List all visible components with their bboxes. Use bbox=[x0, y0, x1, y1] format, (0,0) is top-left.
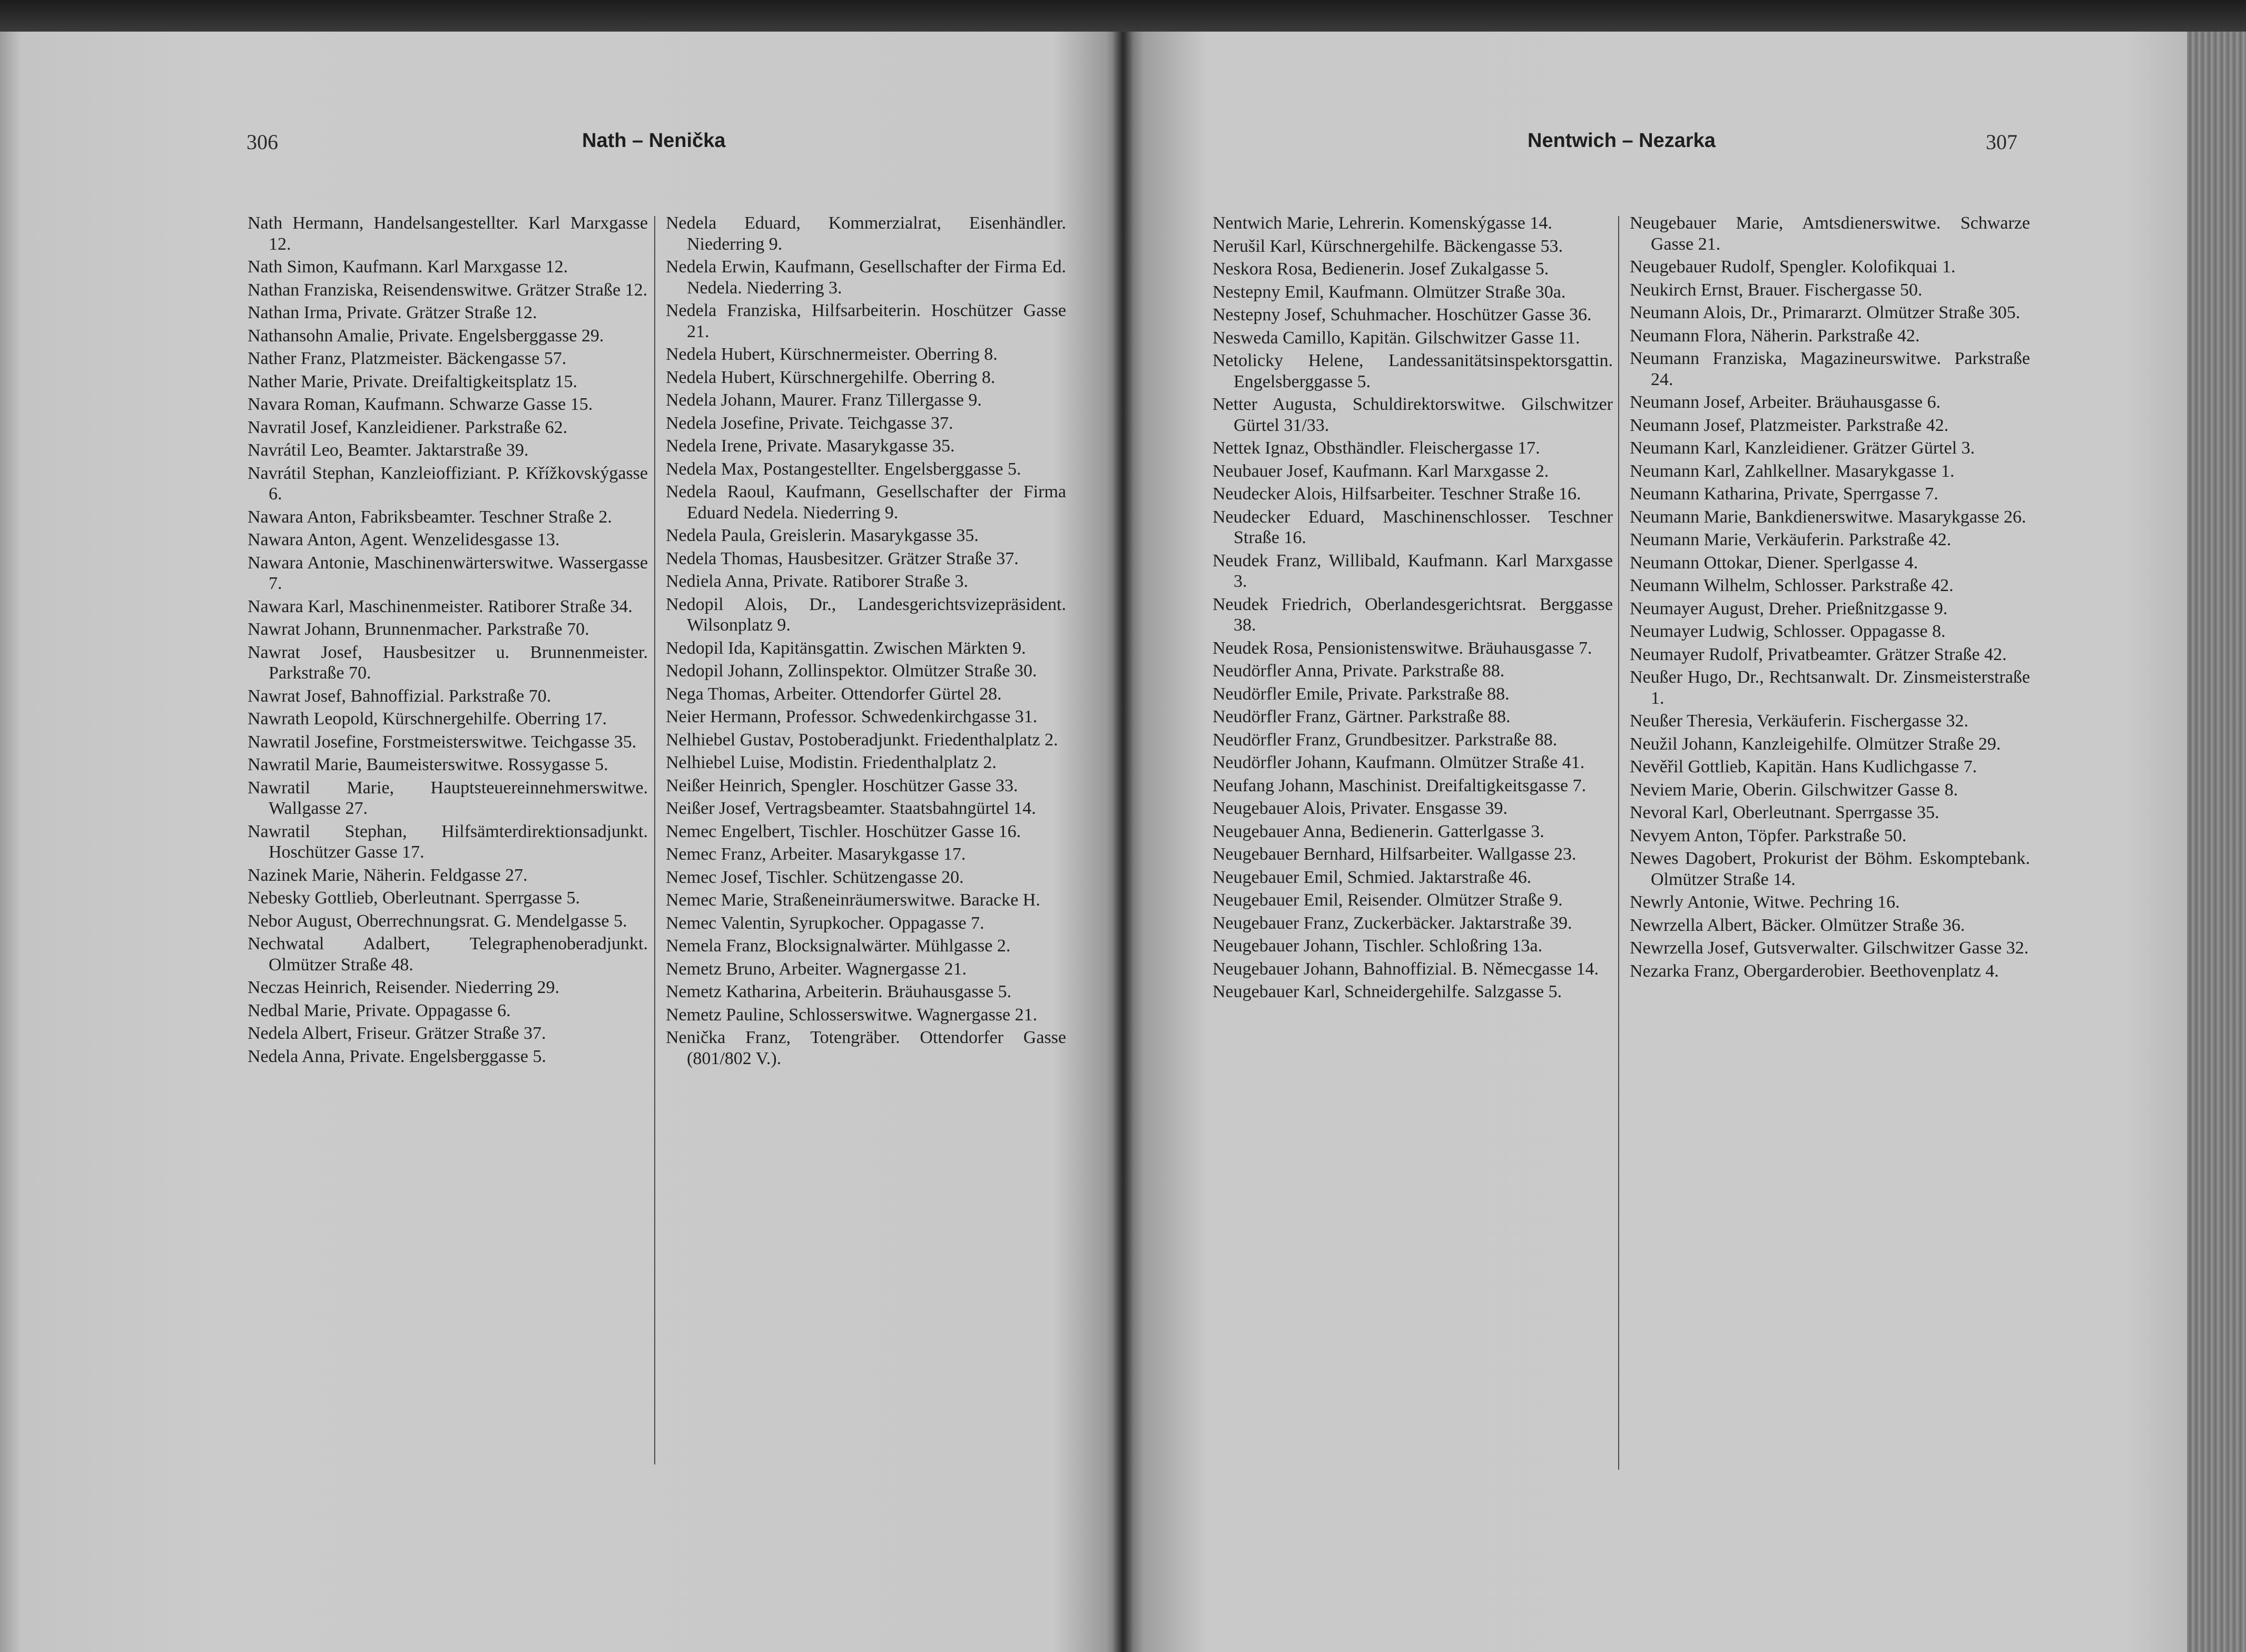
directory-entry: Neviem Marie, Oberin. Gilschwitzer Gasse 8. bbox=[1630, 780, 1958, 800]
directory-entry: Neumayer Rudolf, Privatbeamter. Grätzer Straße 42. bbox=[1630, 644, 2007, 664]
directory-entry: Nedela Albert, Friseur. Grätzer Straße 37. bbox=[248, 1024, 546, 1043]
directory-entry: Navara Roman, Kaufmann. Schwarze Gasse 15. bbox=[248, 395, 593, 414]
directory-entry: Neumann Karl, Kanzleidiener. Grätzer Gürtel 3. bbox=[1630, 438, 1975, 458]
directory-entry: Nawratil Josefine, Forstmeisterswitwe. Teichgasse 35. bbox=[248, 732, 637, 752]
column-rule-right bbox=[1618, 216, 1619, 1470]
directory-entry: Nedela Eduard, Kommerzialrat, Eisenhändler. Niederring 9. bbox=[666, 213, 1066, 254]
directory-entry: Nemela Franz, Blocksignalwärter. Mühlgasse 2. bbox=[666, 936, 1011, 956]
directory-entry: Nather Franz, Platzmeister. Bäckengasse 57. bbox=[248, 349, 567, 368]
directory-entry: Neugebauer Emil, Reisender. Olmützer Straße 9. bbox=[1213, 890, 1563, 910]
directory-entry: Nerušil Karl, Kürschnergehilfe. Bäckengasse 53. bbox=[1213, 236, 1563, 256]
directory-entry: Neugebauer Franz, Zuckerbäcker. Jaktarstraße 39. bbox=[1213, 913, 1572, 933]
directory-entry: Neumann Alois, Dr., Primararzt. Olmützer Straße 305. bbox=[1630, 303, 2021, 322]
directory-entry: Newrzella Josef, Gutsverwalter. Gilschwitzer Gasse 32. bbox=[1630, 938, 2029, 958]
directory-entry: Newes Dagobert, Prokurist der Böhm. Eskomptebank. Olmützer Straße 14. bbox=[1630, 849, 2030, 889]
directory-entry: Nevoral Karl, Oberleutnant. Sperrgasse 35. bbox=[1630, 803, 1939, 822]
directory-entry: Neukirch Ernst, Brauer. Fischergasse 50. bbox=[1630, 280, 1923, 300]
directory-entry: Neugebauer Karl, Schneidergehilfe. Salzgasse 5. bbox=[1213, 982, 1562, 1001]
directory-entry: Nemetz Pauline, Schlosserswitwe. Wagnergasse 21. bbox=[666, 1005, 1038, 1025]
directory-entry: Nevyem Anton, Töpfer. Parkstraße 50. bbox=[1630, 825, 1907, 845]
directory-entry: Neskora Rosa, Bedienerin. Josef Zukalgasse 5. bbox=[1213, 259, 1549, 279]
directory-entry: Nemetz Katharina, Arbeiterin. Bräuhausgasse 5. bbox=[666, 982, 1012, 1001]
directory-entry: Neißer Josef, Vertragsbeamter. Staatsbahngürtel 14. bbox=[666, 799, 1036, 818]
directory-entry: Nedela Paula, Greislerin. Masarykgasse 35. bbox=[666, 526, 979, 545]
directory-entry: Neudörfler Emile, Private. Parkstraße 88. bbox=[1213, 684, 1510, 704]
directory-entry: Neufang Johann, Maschinist. Dreifaltigkeitsgasse 7. bbox=[1213, 775, 1587, 795]
directory-entry: Netolicky Helene, Landessanitätsinspektorsgattin. Engelsberggasse 5. bbox=[1213, 351, 1613, 391]
page-number-left: 306 bbox=[247, 130, 278, 154]
directory-entry: Nedela Josefine, Private. Teichgasse 37. bbox=[666, 413, 953, 433]
directory-entry: Neubauer Josef, Kaufmann. Karl Marxgasse 2. bbox=[1213, 461, 1549, 481]
directory-entry: Nevěřil Gottlieb, Kapitän. Hans Kudlichgasse 7. bbox=[1630, 757, 1977, 776]
directory-entry: Netter Augusta, Schuldirektorswitwe. Gilschwitzer Gürtel 31/33. bbox=[1213, 395, 1613, 435]
directory-entry: Neußer Hugo, Dr., Rechtsanwalt. Dr. Zinsmeisterstraße 1. bbox=[1630, 667, 2030, 708]
directory-entry: Neudörfler Anna, Private. Parkstraße 88. bbox=[1213, 661, 1505, 681]
directory-entry: Neumann Marie, Verkäuferin. Parkstraße 42. bbox=[1630, 530, 1952, 549]
directory-entry: Nemec Franz, Arbeiter. Masarykgasse 17. bbox=[666, 844, 966, 864]
directory-entry: Nezarka Franz, Obergarderobier. Beethovenplatz 4. bbox=[1630, 961, 1999, 981]
left-column-2 bbox=[666, 213, 1066, 1071]
directory-entry: Neudek Franz, Willibald, Kaufmann. Karl Marxgasse 3. bbox=[1213, 550, 1613, 591]
column-rule-left bbox=[654, 216, 655, 1464]
directory-entry: Neumayer August, Dreher. Prießnitzgasse 9. bbox=[1630, 598, 1948, 618]
directory-entry: Neumann Josef, Platzmeister. Parkstraße 42. bbox=[1630, 415, 1949, 435]
directory-entry: Neumann Karl, Zahlkellner. Masarykgasse 1. bbox=[1630, 461, 1955, 481]
right-column-1 bbox=[1213, 213, 1613, 1005]
directory-entry: Nedopil Ida, Kapitänsgattin. Zwischen Märkten 9. bbox=[666, 638, 1026, 658]
page-number-right: 307 bbox=[1986, 130, 2017, 154]
directory-entry: Nawara Antonie, Maschinenwärterswitwe. Wassergasse 7. bbox=[248, 553, 648, 593]
directory-entry: Nemetz Bruno, Arbeiter. Wagnergasse 21. bbox=[666, 959, 967, 979]
directory-entry: Neudecker Alois, Hilfsarbeiter. Teschner Straße 16. bbox=[1213, 484, 1581, 504]
directory-entry: Neußer Theresia, Verkäuferin. Fischergasse 32. bbox=[1630, 711, 1968, 731]
directory-entry: Nath Simon, Kaufmann. Karl Marxgasse 12. bbox=[248, 257, 568, 277]
running-head-right: Nentwich – Nezarka bbox=[1528, 130, 1716, 152]
directory-entry: Neugebauer Emil, Schmied. Jaktarstraße 46. bbox=[1213, 867, 1532, 887]
directory-entry: Neumann Josef, Arbeiter. Bräuhausgasse 6. bbox=[1630, 392, 1941, 412]
directory-entry: Nediela Anna, Private. Ratiborer Straße 3. bbox=[666, 572, 969, 591]
directory-entry: Nedela Max, Postangestellter. Engelsberggasse 5. bbox=[666, 459, 1021, 479]
directory-entry: Neudörfler Franz, Gärtner. Parkstraße 88. bbox=[1213, 707, 1511, 726]
directory-entry: Nechwatal Adalbert, Telegraphenoberadjunkt. Olmützer Straße 48. bbox=[248, 934, 648, 975]
book-spine bbox=[1112, 32, 1134, 1652]
directory-entry: Nawratil Marie, Baumeisterswitwe. Rossygasse 5. bbox=[248, 755, 608, 774]
directory-entry: Neumann Marie, Bankdienerswitwe. Masarykgasse 26. bbox=[1630, 507, 2026, 527]
directory-entry: Nedela Hubert, Kürschnermeister. Oberring 8. bbox=[666, 345, 998, 364]
directory-entry: Navratil Josef, Kanzleidiener. Parkstraße 62. bbox=[248, 417, 568, 437]
directory-entry: Nemec Marie, Straßeneinräumerswitwe. Baracke H. bbox=[666, 890, 1040, 910]
directory-entry: Nedela Erwin, Kaufmann, Gesellschafter der Firma Ed. Nedela. Niederring 3. bbox=[666, 257, 1066, 298]
running-head-left: Nath – Nenička bbox=[582, 130, 726, 152]
directory-entry: Nedela Anna, Private. Engelsberggasse 5. bbox=[248, 1046, 546, 1066]
directory-entry: Nemec Engelbert, Tischler. Hoschützer Gasse 16. bbox=[666, 821, 1021, 841]
directory-entry: Nedela Hubert, Kürschnergehilfe. Oberring 8. bbox=[666, 367, 996, 387]
directory-entry: Neier Hermann, Professor. Schwedenkirchgasse 31. bbox=[666, 707, 1038, 726]
directory-entry: Neugebauer Alois, Privater. Ensgasse 39. bbox=[1213, 799, 1508, 818]
directory-entry: Nenička Franz, Totengräber. Ottendorfer Gasse (801/802 V.). bbox=[666, 1028, 1066, 1068]
directory-entry: Neugebauer Bernhard, Hilfsarbeiter. Wallgasse 23. bbox=[1213, 844, 1577, 864]
directory-entry: Neißer Heinrich, Spengler. Hoschützer Gasse 33. bbox=[666, 775, 1018, 795]
directory-entry: Neugebauer Rudolf, Spengler. Kolofikquai 1. bbox=[1630, 257, 1956, 277]
directory-entry: Neugebauer Johann, Tischler. Schloßring 13a. bbox=[1213, 936, 1543, 956]
directory-entry: Nettek Ignaz, Obsthändler. Fleischergasse 17. bbox=[1213, 438, 1540, 458]
directory-entry: Neumann Wilhelm, Schlosser. Parkstraße 42. bbox=[1630, 576, 1954, 595]
directory-entry: Neudörfler Franz, Grundbesitzer. Parkstraße 88. bbox=[1213, 730, 1558, 750]
directory-entry: Neumann Franziska, Magazineurswitwe. Parkstraße 24. bbox=[1630, 349, 2030, 389]
directory-entry: Neumann Ottokar, Diener. Sperlgasse 4. bbox=[1630, 553, 1918, 573]
directory-entry: Nedela Franziska, Hilfsarbeiterin. Hoschützer Gasse 21. bbox=[666, 301, 1066, 341]
directory-entry: Nebesky Gottlieb, Oberleutnant. Sperrgasse 5. bbox=[248, 888, 580, 908]
directory-entry: Nemec Josef, Tischler. Schützengasse 20. bbox=[666, 867, 964, 887]
directory-entry: Navrátil Leo, Beamter. Jaktarstraße 39. bbox=[248, 440, 529, 460]
directory-entry: Newrly Antonie, Witwe. Pechring 16. bbox=[1630, 892, 1900, 912]
directory-entry: Nawrath Leopold, Kürschnergehilfe. Oberring 17. bbox=[248, 709, 607, 729]
directory-entry: Neugebauer Marie, Amtsdienerswitwe. Schwarze Gasse 21. bbox=[1630, 213, 2030, 254]
right-column-2 bbox=[1630, 213, 2030, 984]
directory-entry: Newrzella Albert, Bäcker. Olmützer Straße 36. bbox=[1630, 915, 1965, 935]
directory-entry: Nawratil Stephan, Hilfsämterdirektionsadjunkt. Hoschützer Gasse 17. bbox=[248, 821, 648, 862]
directory-entry: Nawrat Josef, Hausbesitzer u. Brunnenmeister. Parkstraße 70. bbox=[248, 642, 648, 683]
directory-entry: Nedela Johann, Maurer. Franz Tillergasse 9. bbox=[666, 390, 982, 410]
directory-entry: Nawara Karl, Maschinenmeister. Ratiborer Straße 34. bbox=[248, 596, 633, 616]
directory-entry: Nestepny Josef, Schuhmacher. Hoschützer Gasse 36. bbox=[1213, 305, 1592, 324]
directory-entry: Neudek Rosa, Pensionistenswitwe. Bräuhausgasse 7. bbox=[1213, 638, 1592, 658]
directory-entry: Neugebauer Anna, Bedienerin. Gatterlgasse 3. bbox=[1213, 821, 1544, 841]
directory-entry: Nentwich Marie, Lehrerin. Komenskýgasse 14. bbox=[1213, 213, 1552, 233]
directory-entry: Nesweda Camillo, Kapitän. Gilschwitzer Gasse 11. bbox=[1213, 328, 1580, 348]
directory-entry: Nawrat Josef, Bahnoffizial. Parkstraße 70. bbox=[248, 686, 551, 706]
directory-entry: Nawratil Marie, Hauptsteuereinnehmerswitwe. Wallgasse 27. bbox=[248, 778, 648, 818]
directory-entry: Nedela Raoul, Kaufmann, Gesellschafter der Firma Eduard Nedela. Niederring 9. bbox=[666, 482, 1066, 523]
left-column-1 bbox=[248, 213, 648, 1069]
directory-entry: Neugebauer Johann, Bahnoffizial. B. Němecgasse 14. bbox=[1213, 959, 1599, 979]
directory-entry: Nedopil Alois, Dr., Landesgerichtsvizepräsident. Wilsonplatz 9. bbox=[666, 594, 1066, 635]
right-page bbox=[1123, 32, 2187, 1652]
directory-entry: Nemec Valentin, Syrupkocher. Oppagasse 7. bbox=[666, 913, 984, 933]
directory-entry: Neumann Katharina, Private, Sperrgasse 7. bbox=[1630, 484, 1938, 504]
directory-entry: Neudek Friedrich, Oberlandesgerichtsrat. Berggasse 38. bbox=[1213, 594, 1613, 635]
directory-entry: Neudecker Eduard, Maschinenschlosser. Teschner Straße 16. bbox=[1213, 507, 1613, 547]
directory-entry: Nazinek Marie, Näherin. Feldgasse 27. bbox=[248, 865, 528, 885]
directory-entry: Nedopil Johann, Zollinspektor. Olmützer Straße 30. bbox=[666, 661, 1037, 681]
directory-entry: Nega Thomas, Arbeiter. Ottendorfer Gürtel 28. bbox=[666, 684, 1002, 704]
directory-entry: Nawrat Johann, Brunnenmacher. Parkstraße 70. bbox=[248, 620, 589, 639]
directory-entry: Nather Marie, Private. Dreifaltigkeitsplatz 15. bbox=[248, 371, 577, 391]
book-top-edge bbox=[0, 0, 2246, 32]
directory-entry: Neumayer Ludwig, Schlosser. Oppagasse 8. bbox=[1630, 622, 1946, 641]
left-page bbox=[0, 32, 1123, 1652]
directory-entry: Navrátil Stephan, Kanzleioffiziant. P. Křížkovskýgasse 6. bbox=[248, 463, 648, 504]
directory-entry: Neczas Heinrich, Reisender. Niederring 29. bbox=[248, 978, 559, 997]
directory-entry: Neumann Flora, Näherin. Parkstraße 42. bbox=[1630, 326, 1920, 346]
page-block-edge bbox=[2187, 32, 2246, 1652]
directory-entry: Nathan Franziska, Reisendenswitwe. Grätzer Straße 12. bbox=[248, 280, 648, 300]
directory-entry: Nawara Anton, Fabriksbeamter. Teschner Straße 2. bbox=[248, 507, 612, 527]
directory-entry: Nebor August, Oberrechnungsrat. G. Mendelgasse 5. bbox=[248, 911, 627, 931]
directory-entry: Nawara Anton, Agent. Wenzelidesgasse 13. bbox=[248, 530, 560, 549]
directory-entry: Nelhiebel Luise, Modistin. Friedenthalplatz 2. bbox=[666, 753, 997, 772]
directory-entry: Neužil Johann, Kanzleigehilfe. Olmützer Straße 29. bbox=[1630, 734, 2001, 754]
directory-entry: Neudörfler Johann, Kaufmann. Olmützer Straße 41. bbox=[1213, 753, 1585, 772]
directory-entry: Nedela Thomas, Hausbesitzer. Grätzer Straße 37. bbox=[666, 548, 1019, 568]
directory-entry: Nath Hermann, Handelsangestellter. Karl Marxgasse 12. bbox=[248, 213, 648, 254]
directory-entry: Nelhiebel Gustav, Postoberadjunkt. Friedenthalplatz 2. bbox=[666, 730, 1058, 750]
directory-entry: Nathansohn Amalie, Private. Engelsberggasse 29. bbox=[248, 326, 604, 346]
directory-entry: Nedbal Marie, Private. Oppagasse 6. bbox=[248, 1000, 511, 1020]
directory-entry: Nathan Irma, Private. Grätzer Straße 12. bbox=[248, 303, 537, 322]
directory-entry: Nestepny Emil, Kaufmann. Olmützer Straße 30a. bbox=[1213, 282, 1566, 302]
directory-entry: Nedela Irene, Private. Masarykgasse 35. bbox=[666, 436, 955, 456]
